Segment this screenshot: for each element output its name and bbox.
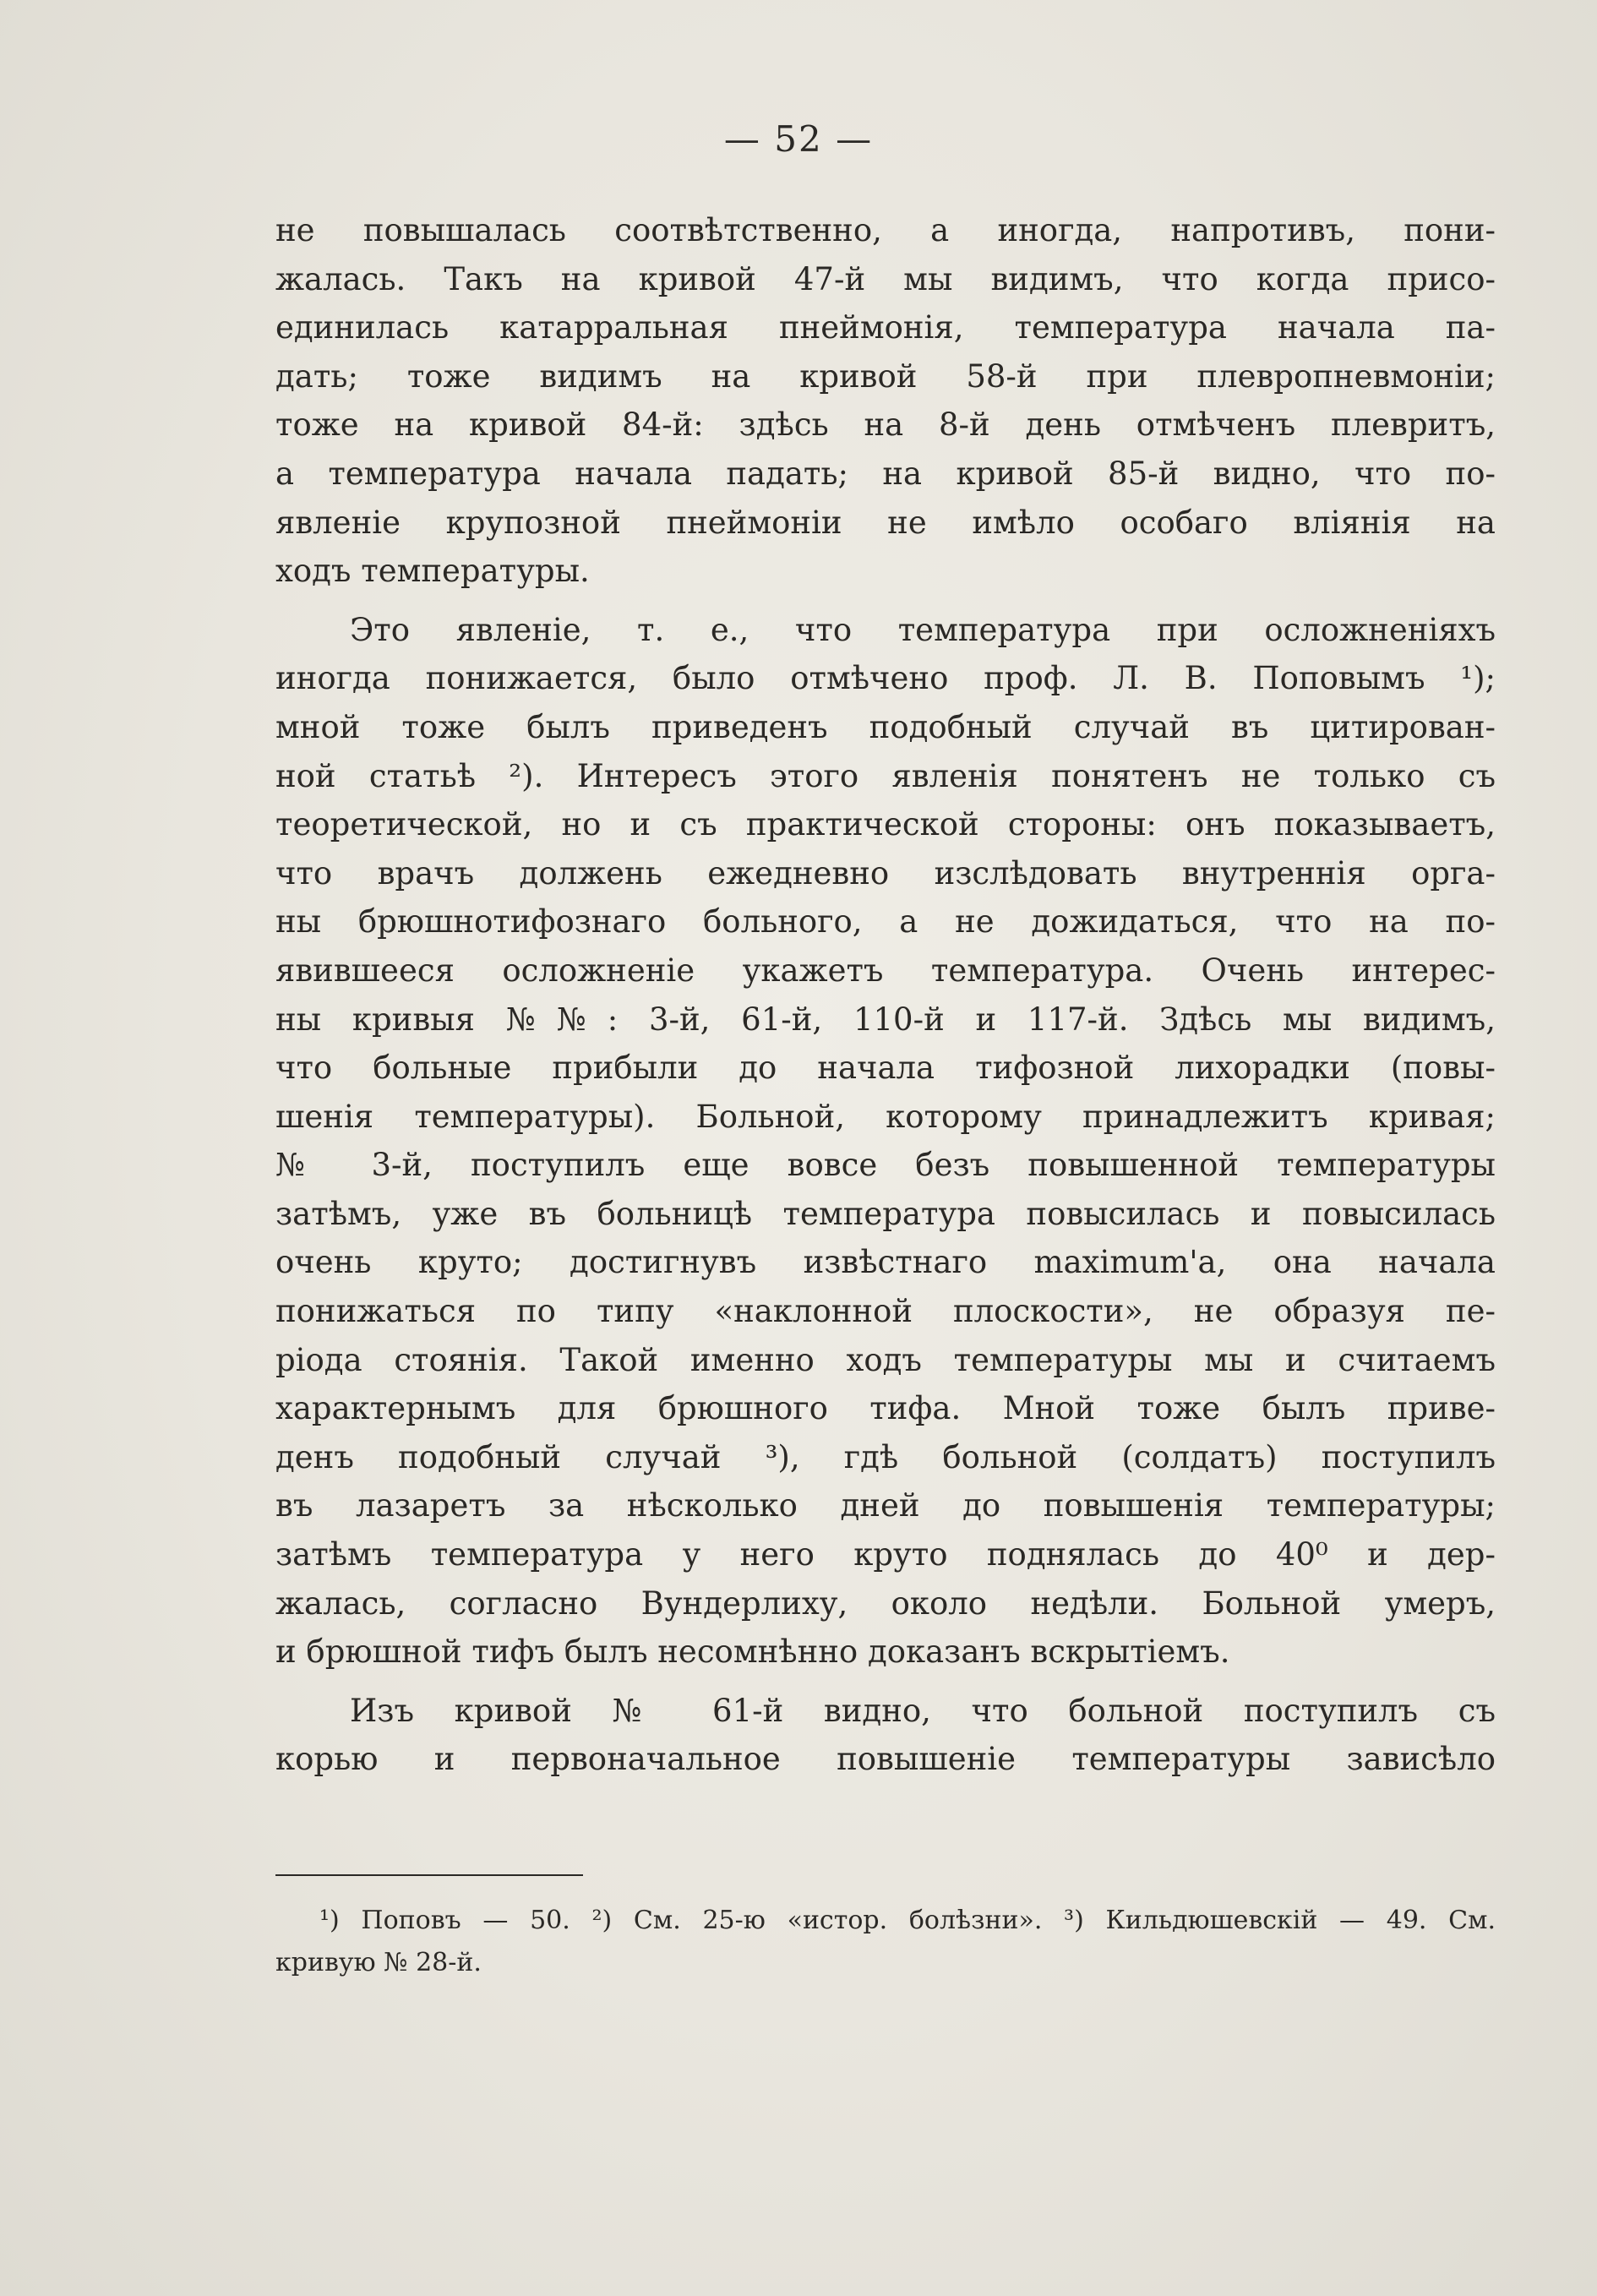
text-line: денъ подобный случай ³), гдѣ больной (солдатъ) поступилъ xyxy=(275,1438,1496,1475)
footnote-line: кривую № 28-й. xyxy=(275,1948,482,1977)
text-line: и брюшной тифъ былъ несомнѣнно доказанъ вскрытіемъ. xyxy=(275,1633,1230,1671)
text-line: что врачъ должень ежедневно изслѣдовать внутреннія орга- xyxy=(275,854,1496,892)
footnotes xyxy=(275,1900,1496,1984)
text-line: характернымъ для брюшного тифа. Мной тоже былъ приве- xyxy=(275,1390,1496,1427)
text-line: корью и первоначальное повышеніе температуры зависѣло xyxy=(275,1741,1496,1778)
text-line: № 3-й, поступилъ еще вовсе безъ повышенной температуры xyxy=(275,1147,1496,1184)
text-line: жалась, согласно Вундерлиху, около недѣли. Больной умеръ, xyxy=(275,1584,1496,1622)
page-number: — 52 — xyxy=(723,118,874,160)
text-line: очень круто; достигнувъ извѣстнаго maximum'а, она начала xyxy=(275,1244,1496,1281)
footnote-line: ¹) Поповъ — 50. ²) См. 25-ю «истор. болѣзни». ³) Кильдюшевскій — 49. См. xyxy=(319,1906,1496,1935)
text-line: ной статьѣ ²). Интересъ этого явленія понятенъ не только съ xyxy=(275,757,1496,794)
text-line: въ лазаретъ за нѣсколько дней до повышенія температуры; xyxy=(275,1487,1496,1524)
footnote-divider xyxy=(275,1874,583,1876)
text-line: дать; тоже видимъ на кривой 58-й при плевропневмоніи; xyxy=(275,357,1496,395)
paragraph-2 xyxy=(275,606,1496,1677)
text-line: понижаться по типу «наклонной плоскости», не образуя пе- xyxy=(275,1293,1496,1330)
text-line: иногда понижается, было отмѣчено проф. Л. В. Поповымъ ¹); xyxy=(275,660,1496,697)
text-line: что больные прибыли до начала тифозной лихорадки (повы- xyxy=(275,1050,1496,1087)
text-line: ны брюшнотифознаго больного, а не дожидаться, что на по- xyxy=(275,903,1496,941)
text-line: не повышалась соотвѣтственно, а иногда, напротивъ, пони- xyxy=(275,212,1496,248)
text-line: затѣмъ, уже въ больницѣ температура повысилась и повысилась xyxy=(275,1195,1496,1232)
paragraph-1 xyxy=(275,206,1496,596)
text-line: жалась. Такъ на кривой 47-й мы видимъ, что когда присо- xyxy=(275,260,1496,297)
text-line: мной тоже былъ приведенъ подобный случай въ цитирован- xyxy=(275,708,1496,745)
text-line: ны кривыя №№: 3-й, 61-й, 110-й и 117-й. Здѣсь мы видимъ, xyxy=(275,1001,1496,1038)
body-text xyxy=(275,206,1496,1784)
text-line: Изъ кривой № 61-й видно, что больной поступилъ съ xyxy=(350,1692,1496,1729)
text-line: единилась катарральная пнеймонія, температура начала па- xyxy=(275,309,1496,346)
text-line: теоретической, но и съ практической стороны: онъ показываетъ, xyxy=(275,806,1496,843)
text-line: Это явленіе, т. е., что температура при осложненіяхъ xyxy=(350,611,1496,648)
text-line: тоже на кривой 84-й: здѣсь на 8-й день отмѣченъ плевритъ, xyxy=(275,406,1496,444)
text-line: а температура начала падать; на кривой 85-й видно, что по- xyxy=(275,455,1496,492)
text-line: явленіе крупозной пнеймоніи не имѣло особаго вліянія на xyxy=(275,504,1496,541)
text-line: ходъ температуры. xyxy=(275,553,590,590)
paragraph-3 xyxy=(275,1687,1496,1784)
text-line: явившееся осложненіе укажетъ температура. Очень интерес- xyxy=(275,952,1496,989)
text-line: затѣмъ температура у него круто поднялась до 40⁰ и дер- xyxy=(275,1536,1496,1573)
text-line: шенія температуры). Больной, которому принадлежитъ кривая; xyxy=(275,1098,1496,1135)
text-line: ріода стоянія. Такой именно ходъ температуры мы и считаемъ xyxy=(275,1341,1496,1378)
